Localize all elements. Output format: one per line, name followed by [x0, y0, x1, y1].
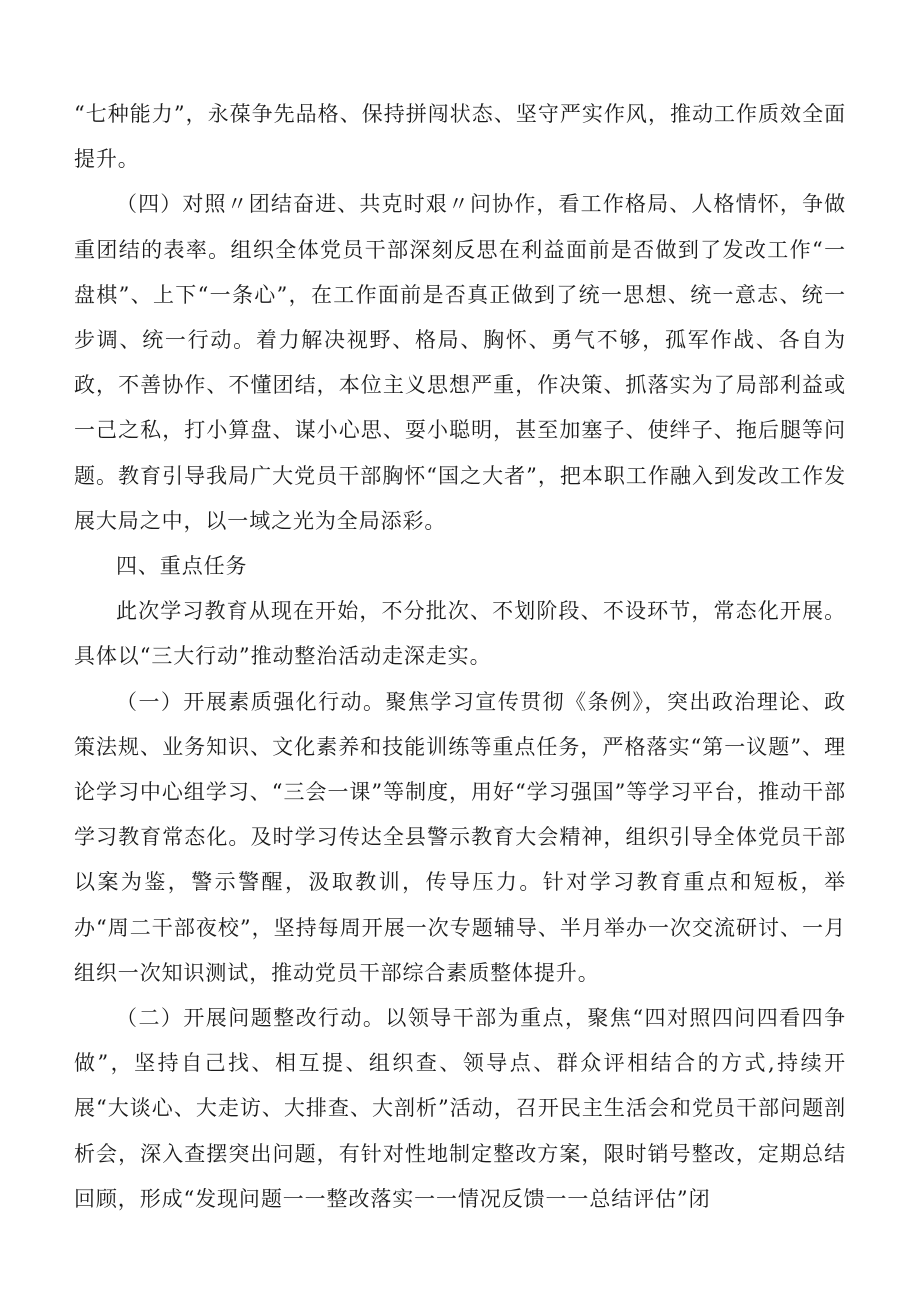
- paragraph-continued: “七种能力”，永葆争先品格、保持拼闯状态、坚守严实作风，推动工作质效全面提升。: [74, 102, 846, 172]
- paragraph-item-4: （四）对照〃团结奋进、共克时艰〃问协作，看工作格局、人格情怀，争做重团结的表率。组织全体党员干部深刻反思在利益面前是否做到了发改工作“一盘棋”、上下“一条心”，在工作面前是否真正做到了统一思想、统一意志、统一步调、统一行动。着力解决视野、格局、胸怀、勇气不够，孤军作战、各自为政，不善协作、不懂团结，本位主义思想严重，作决策、抓落实为了局部利益或一己之私，打小算盘、谋小心思、耍小聪明，甚至加塞子、使绊子、拖后腿等问题。教育引导我局广大党员干部胸怀“国之大者”，把本职工作融入到发改工作发展大局之中，以一域之光为全局添彩。: [74, 192, 846, 533]
- paragraph-task-1: （一）开展素质强化行动。聚焦学习宣传贯彻《条例》，突出政治理论、政策法规、业务知识、文化素养和技能训练等重点任务，严格落实“第一议题”、理论学习中心组学习、“三会一课”等制度，用好“学习强国”等学习平台，推动干部学习教育常态化。及时学习传达全县警示教育大会精神，组织引导全体党员干部以案为鉴，警示警醒，汲取教训，传导压力。针对学习教育重点和短板，举办“周二干部夜校”，坚持每周开展一次专题辅导、半月举办一次交流研讨、一月组织一次知识测试，推动党员干部综合素质整体提升。: [74, 689, 846, 985]
- paragraph-task-2: （二）开展问题整改行动。以领导干部为重点，聚焦“四对照四问四看四争做”，坚持自己找、相互提、组织查、领导点、群众评相结合的方式,持续开展“大谈心、大走访、大排查、大剖析”活动，召开民主生活会和党员干部问题剖析会，深入查摆突出问题，有针对性地制定整改方案，限时销号整改，定期总结回顾，形成“发现问题一一整改落实一一情况反馈一一总结评估”闭: [74, 1006, 846, 1211]
- paragraph-intro: 此次学习教育从现在开始，不分批次、不划阶段、不设环节，常态化开展。具体以“三大行动”推动整治活动走深走实。: [74, 599, 846, 669]
- section-heading: 四、重点任务: [116, 554, 248, 579]
